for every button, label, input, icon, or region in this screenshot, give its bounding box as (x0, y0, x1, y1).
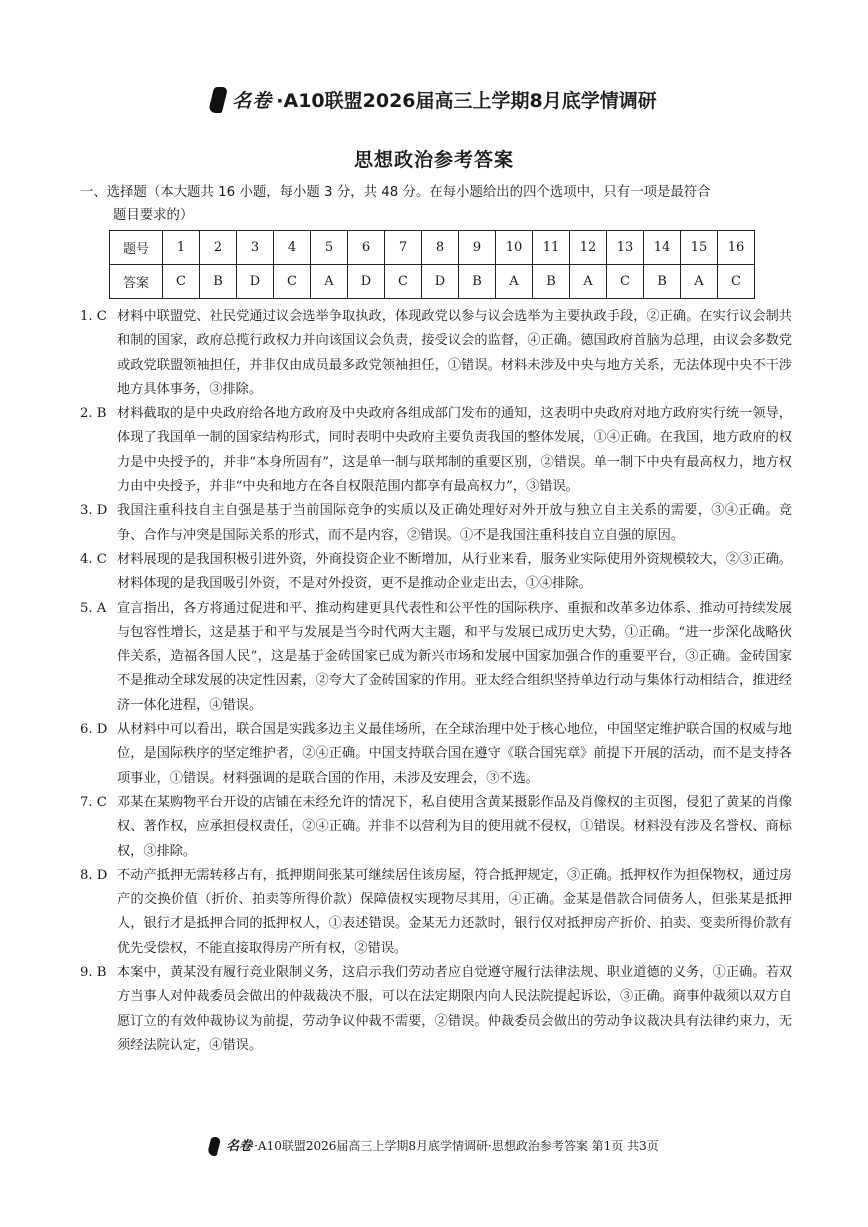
table-cell-number: 11 (533, 231, 570, 265)
table-cell-number: 12 (570, 231, 607, 265)
table-cell-answer: A (496, 265, 533, 299)
page-subtitle: 思想政治参考答案 (353, 149, 514, 171)
table-cell-number: 4 (274, 231, 311, 265)
item-text: 我国注重科技自主自强是基于当前国际竞争的实质以及正确处理好对外开放与独立自主关系的需要，③④正确。竞争、合作与冲突是国际关系的形式，而不是内容，②错误。①不是我国注重科技自立自强的原因。 (117, 503, 792, 543)
section-heading-line-1: 一、选择题（本大题共 16 小题，每小题 3 分，共 48 分。在每小题给出的四个选项中，只有一项是最符合 (80, 185, 711, 200)
footer-brand: 名卷 (226, 1139, 253, 1154)
table-header-number: 题号 (110, 231, 163, 265)
item-text: 从材料中可以看出，联合国是实践多边主义最佳场所，在全球治理中处于核心地位，中国坚定维护联合国的权威与地位，是国际秩序的坚定维护者，②④正确。中国支持联合国在遵守《联合国宪章》前提下开展的活动，而不是支持各项事业，①错误。材料强调的是联合国的作用，未涉及安理会，③不选。 (117, 722, 792, 786)
table-cell-number: 3 (237, 231, 274, 265)
item-number: 1. C (80, 309, 107, 324)
table-cell-answer: B (533, 265, 570, 299)
answer-table (109, 230, 755, 299)
page-header (0, 86, 868, 117)
footer-text: ·A10联盟2026届高三上学期8月底学情调研·思想政治参考答案 第1页 共3页 (254, 1139, 659, 1153)
table-cell-answer: A (311, 265, 348, 299)
table-cell-answer: A (681, 265, 718, 299)
brand-logo-text: 名卷 (232, 90, 273, 112)
title-line (211, 86, 656, 113)
item-number: 6. D (80, 722, 108, 738)
table-cell-answer: D (237, 265, 274, 299)
table-cell-number: 8 (422, 231, 459, 265)
item-text: 材料展现的是我国积极引进外资，外商投资企业不断增加，从行业来看，服务业实际使用外资规模较大，②③正确。材料体现的是我国吸引外资，不是对外投资，更不是推动企业走出去，①④排除。 (117, 551, 792, 592)
table-cell-number: 14 (644, 231, 681, 265)
table-cell-answer: B (459, 265, 496, 299)
explanation-item (80, 961, 792, 1058)
item-number: 2. B (80, 406, 107, 422)
table-cell-number: 9 (459, 231, 496, 265)
item-text: 材料中联盟党、社民党通过议会选举争取执政，体现政党以参与议会选举为主要执政手段，②正确。在实行议会制共和制的国家，政府总揽行政权力并向该国议会负责，接受议会的监督，④正确。德国政府首脑为总理，由议会多数党或政党联盟领袖担任，并非仅由成员最多政党领袖担任，①错误。材料未涉及中央与地方关系，无法体现中央不干涉地方具体事务，③排除。 (117, 309, 792, 397)
table-cell-number: 6 (348, 231, 385, 265)
table-cell-answer: C (163, 265, 200, 299)
section-heading-line-2: 题目要求的） (113, 208, 194, 223)
item-text: 材料截取的是中央政府给各地方政府及中央政府各组成部门发布的通知，这表明中央政府对地方政府实行统一领导，体现了我国单一制的国家结构形式，同时表明中央政府主要负责我国的整体发展，①④正确。在我国，地方政府的权力是中央授予的，并非“本身所固有”，这是单一制与联邦制的重要区别，②错误。单一制下中央有最高权力，地方权力由中央授予，并非“中央和地方在各自权限范围内都享有最高权力”，③错误。 (117, 406, 792, 495)
table-cell-answer: D (348, 265, 385, 299)
item-number: 9. B (80, 965, 107, 981)
table-cell-answer: B (200, 265, 237, 299)
section-heading (80, 181, 790, 227)
answer-table-answer-row (110, 265, 755, 299)
item-number: 4. C (80, 551, 107, 567)
page-title: ·A10联盟2026届高三上学期8月底学情调研 (276, 90, 657, 112)
item-number: 5. A (80, 600, 107, 616)
table-header-answer: 答案 (110, 265, 163, 299)
explanation-item (80, 402, 792, 499)
table-cell-number: 1 (163, 231, 200, 265)
table-cell-answer: A (570, 265, 607, 299)
table-cell-number: 15 (681, 231, 718, 265)
table-cell-answer: C (274, 265, 311, 299)
table-cell-answer: D (422, 265, 459, 299)
explanation-item (80, 791, 792, 864)
brush-logo-icon (208, 87, 228, 113)
table-cell-answer: C (607, 265, 644, 299)
table-cell-answer: B (644, 265, 681, 299)
page-footer (0, 1135, 868, 1156)
explanation-item (80, 305, 792, 402)
explanation-item (80, 718, 792, 791)
item-number: 3. D (80, 503, 108, 519)
answer-table-number-row (110, 231, 755, 265)
item-text: 邓某在某购物平台开设的店铺在未经允许的情况下，私自使用含黄某摄影作品及肖像权的主页图，侵犯了黄某的肖像权、著作权，应承担侵权责任，②④正确。并非不以营利为目的使用就不侵权，①错误。材料没有涉及名誉权、商标权，③排除。 (117, 794, 792, 859)
table-cell-number: 13 (607, 231, 644, 265)
explanation-item (80, 499, 792, 548)
table-cell-answer: C (718, 265, 755, 299)
explanation-item (80, 864, 792, 961)
item-number: 8. D (80, 867, 108, 883)
item-text: 宣言指出，各方将通过促进和平、推动构建更具代表性和公平性的国际秩序、重振和改革多边体系、推动可持续发展与包容性增长，这是基于和平与发展是当今时代两大主题，和平与发展已成历史大势，①正确。“进一步深化战略伙伴关系，造福各国人民”，这是基于金砖国家已成为新兴市场和发展中国家加强合作的重要平台，③正确。金砖国家不是推动全球发展的决定性因素，②夸大了金砖国家的作用。亚太经合组织坚持单边行动与集体行动相结合，推进经济一体化进程，④错误。 (117, 600, 792, 713)
item-text: 本案中，黄某没有履行竞业限制义务，这启示我们劳动者应自觉遵守履行法律法规、职业道德的义务，①正确。若双方当事人对仲裁委员会做出的仲裁裁决不服，可以在法定期限内向人民法院提起诉讼，③正确。商事仲裁须以双方自愿订立的有效仲裁协议为前提，劳动争议仲裁不需要，②错误。仲裁委员会做出的劳动争议裁决具有法律约束力，无须经法院认定，④错误。 (117, 965, 792, 1053)
item-number: 7. C (80, 794, 107, 810)
explanation-list (80, 305, 792, 1058)
table-cell-number: 16 (718, 231, 755, 265)
item-text: 不动产抵押无需转移占有，抵押期间张某可继续居住该房屋，符合抵押规定，③正确。抵押权作为担保物权，通过房产的交换价值（折价、拍卖等所得价款）保障债权实现物尽其用，④正确。金某是借款合同债务人，但张某是抵押人，银行才是抵押合同的抵押权人，①表述错误。金某无力还款时，银行仅对抵押房产折价、拍卖、变卖所得价款有优先受偿权，不能直接取得房产所有权，②错误。 (117, 867, 792, 956)
table-cell-number: 10 (496, 231, 533, 265)
explanation-item (80, 548, 792, 597)
table-cell-answer: C (385, 265, 422, 299)
table-cell-number: 2 (200, 231, 237, 265)
table-cell-number: 5 (311, 231, 348, 265)
brush-logo-icon (207, 1137, 222, 1156)
table-cell-number: 7 (385, 231, 422, 265)
explanation-item (80, 597, 792, 718)
